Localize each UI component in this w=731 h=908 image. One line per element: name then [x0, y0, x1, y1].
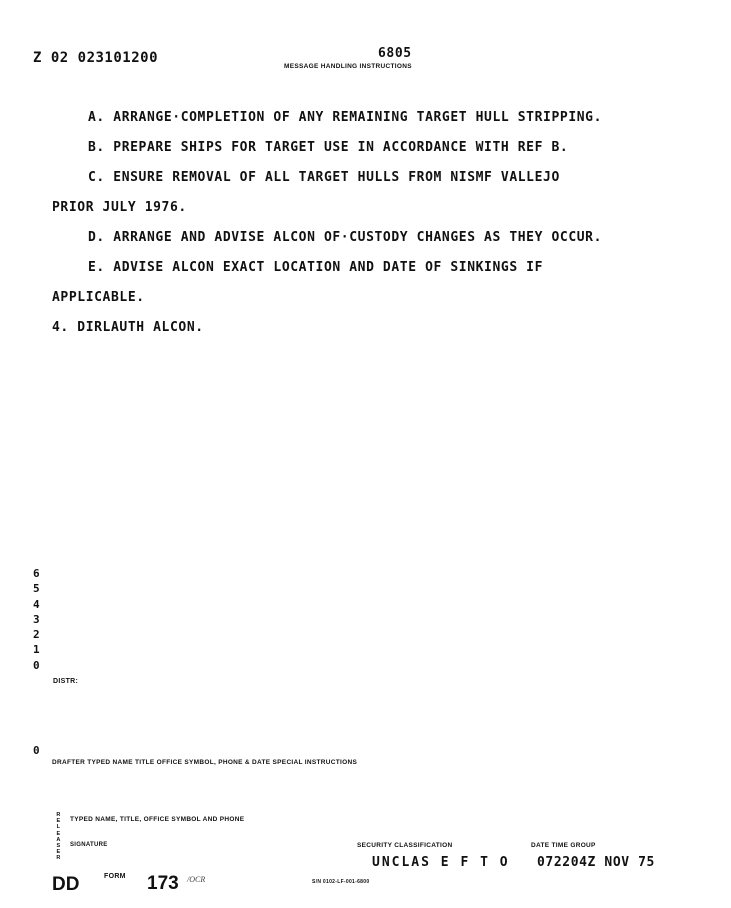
- form-number: 173: [147, 873, 179, 894]
- releaser-letter: A: [56, 836, 61, 843]
- signature-label: SIGNATURE: [70, 842, 108, 848]
- security-classification-label: SECURITY CLASSIFICATION: [357, 842, 453, 849]
- releaser-letter: L: [56, 824, 61, 831]
- releaser-letter: R: [56, 855, 61, 862]
- line-number-zero: 0: [33, 744, 41, 757]
- line-number: 4: [33, 597, 41, 611]
- releaser-letter: E: [56, 830, 61, 837]
- body-line-4: 4. DIRLAUTH ALCON.: [52, 320, 204, 335]
- body-line-c-cont: PRIOR JULY 1976.: [52, 200, 187, 215]
- date-time-group-value: 072204Z NOV 75: [537, 855, 655, 870]
- line-number: 6: [33, 567, 41, 580]
- distr-label: DISTR:: [53, 678, 79, 685]
- form-ocr: /OCR: [187, 875, 206, 884]
- body-line-d: D. ARRANGE AND ADVISE ALCON OF·CUSTODY CHANGES AS THEY OCCUR.: [88, 230, 603, 245]
- typed-name-label: TYPED NAME, TITLE, OFFICE SYMBOL AND PHONE: [70, 816, 245, 823]
- releaser-letter: E: [56, 849, 61, 856]
- message-code: Z 02 023101200: [33, 50, 159, 66]
- body-line-a: A. ARRANGE·COMPLETION OF ANY REMAINING TARGET HULL STRIPPING.: [88, 110, 603, 125]
- releaser-letter: R: [56, 812, 61, 818]
- security-classification-value: UNCLAS E F T O: [372, 855, 510, 870]
- body-line-c: C. ENSURE REMOVAL OF ALL TARGET HULLS FROM NISMF VALLEJO: [88, 170, 560, 185]
- releaser-letter: S: [56, 842, 61, 849]
- message-number: 6805: [378, 46, 412, 61]
- message-handling-label: MESSAGE HANDLING INSTRUCTIONS: [284, 63, 412, 70]
- line-number: 5: [33, 582, 41, 596]
- releaser-letter: E: [56, 818, 61, 825]
- releaser-side-label: [55, 812, 62, 862]
- body-line-e: E. ADVISE ALCON EXACT LOCATION AND DATE OF SINKINGS IF: [88, 260, 544, 275]
- form-word: FORM: [104, 873, 126, 880]
- form-dd: DD: [52, 874, 80, 895]
- date-time-group-label: DATE TIME GROUP: [531, 842, 596, 849]
- stock-number: S/N 0102-LF-001-6800: [312, 879, 370, 885]
- line-number: 2: [33, 628, 41, 642]
- line-number: 1: [33, 643, 41, 657]
- line-number-column: [33, 566, 40, 673]
- body-line-b: B. PREPARE SHIPS FOR TARGET USE IN ACCORDANCE WITH REF B.: [88, 140, 569, 155]
- line-number: 3: [33, 612, 41, 626]
- body-line-e-cont: APPLICABLE.: [52, 290, 145, 305]
- drafter-label: DRAFTER TYPED NAME TITLE OFFICE SYMBOL, PHONE & DATE SPECIAL INSTRUCTIONS: [52, 759, 358, 766]
- line-number: 0: [33, 658, 41, 672]
